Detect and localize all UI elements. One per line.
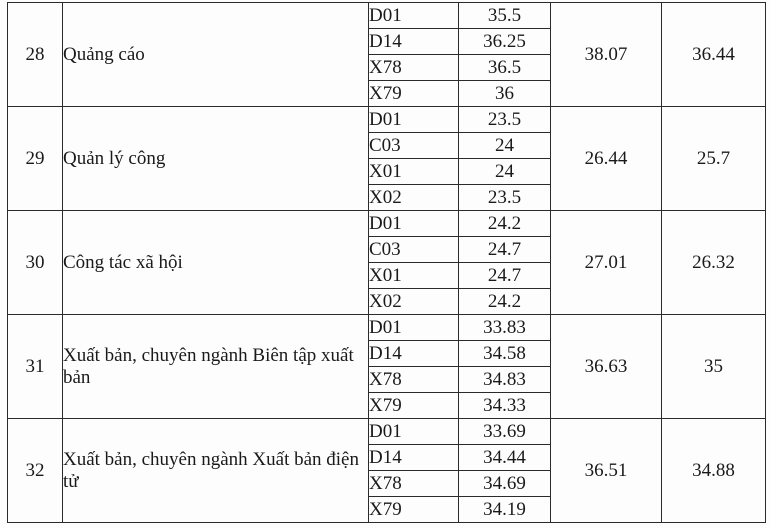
- combination-score: 34.44: [459, 445, 551, 471]
- combination-score: 36: [459, 81, 551, 107]
- program-score-b: 26.32: [662, 211, 766, 315]
- table-row: [8, 315, 766, 341]
- program-number: 28: [8, 3, 63, 107]
- program-score-b: 25.7: [662, 107, 766, 211]
- program-number: 31: [8, 315, 63, 419]
- program-number: 32: [8, 419, 63, 523]
- subject-combination-code: D14: [369, 445, 459, 471]
- table-body: [8, 3, 766, 523]
- combination-score: 36.25: [459, 29, 551, 55]
- combination-score: 33.83: [459, 315, 551, 341]
- admission-score-table: [7, 2, 766, 523]
- subject-combination-code: C03: [369, 237, 459, 263]
- subject-combination-code: X78: [369, 55, 459, 81]
- program-name: Công tác xã hội: [63, 211, 369, 315]
- program-score-b: 36.44: [662, 3, 766, 107]
- combination-score: 34.69: [459, 471, 551, 497]
- subject-combination-code: D14: [369, 341, 459, 367]
- subject-combination-code: X79: [369, 393, 459, 419]
- subject-combination-code: X02: [369, 185, 459, 211]
- combination-score: 24.7: [459, 237, 551, 263]
- combination-score: 24.7: [459, 263, 551, 289]
- program-name: Quảng cáo: [63, 3, 369, 107]
- combination-score: 24: [459, 133, 551, 159]
- program-score-a: 36.63: [551, 315, 662, 419]
- combination-score: 34.58: [459, 341, 551, 367]
- table-row: [8, 211, 766, 237]
- subject-combination-code: D01: [369, 419, 459, 445]
- subject-combination-code: X78: [369, 471, 459, 497]
- subject-combination-code: C03: [369, 133, 459, 159]
- combination-score: 34.33: [459, 393, 551, 419]
- program-number: 30: [8, 211, 63, 315]
- combination-score: 35.5: [459, 3, 551, 29]
- combination-score: 24: [459, 159, 551, 185]
- program-score-a: 36.51: [551, 419, 662, 523]
- subject-combination-code: X01: [369, 159, 459, 185]
- subject-combination-code: D01: [369, 211, 459, 237]
- combination-score: 24.2: [459, 289, 551, 315]
- subject-combination-code: X79: [369, 497, 459, 523]
- combination-score: 34.83: [459, 367, 551, 393]
- program-score-a: 38.07: [551, 3, 662, 107]
- subject-combination-code: X78: [369, 367, 459, 393]
- program-number: 29: [8, 107, 63, 211]
- combination-score: 23.5: [459, 185, 551, 211]
- subject-combination-code: D14: [369, 29, 459, 55]
- combination-score: 24.2: [459, 211, 551, 237]
- program-score-a: 26.44: [551, 107, 662, 211]
- subject-combination-code: D01: [369, 3, 459, 29]
- table-row: [8, 419, 766, 445]
- program-score-b: 34.88: [662, 419, 766, 523]
- subject-combination-code: D01: [369, 107, 459, 133]
- program-name: Xuất bản, chuyên ngành Xuất bản điện tử: [63, 419, 369, 523]
- subject-combination-code: X79: [369, 81, 459, 107]
- program-name: Quản lý công: [63, 107, 369, 211]
- combination-score: 34.19: [459, 497, 551, 523]
- program-score-b: 35: [662, 315, 766, 419]
- program-score-a: 27.01: [551, 211, 662, 315]
- table-row: [8, 107, 766, 133]
- program-name: Xuất bản, chuyên ngành Biên tập xuất bản: [63, 315, 369, 419]
- subject-combination-code: X01: [369, 263, 459, 289]
- combination-score: 23.5: [459, 107, 551, 133]
- combination-score: 36.5: [459, 55, 551, 81]
- subject-combination-code: D01: [369, 315, 459, 341]
- table-row: [8, 3, 766, 29]
- subject-combination-code: X02: [369, 289, 459, 315]
- combination-score: 33.69: [459, 419, 551, 445]
